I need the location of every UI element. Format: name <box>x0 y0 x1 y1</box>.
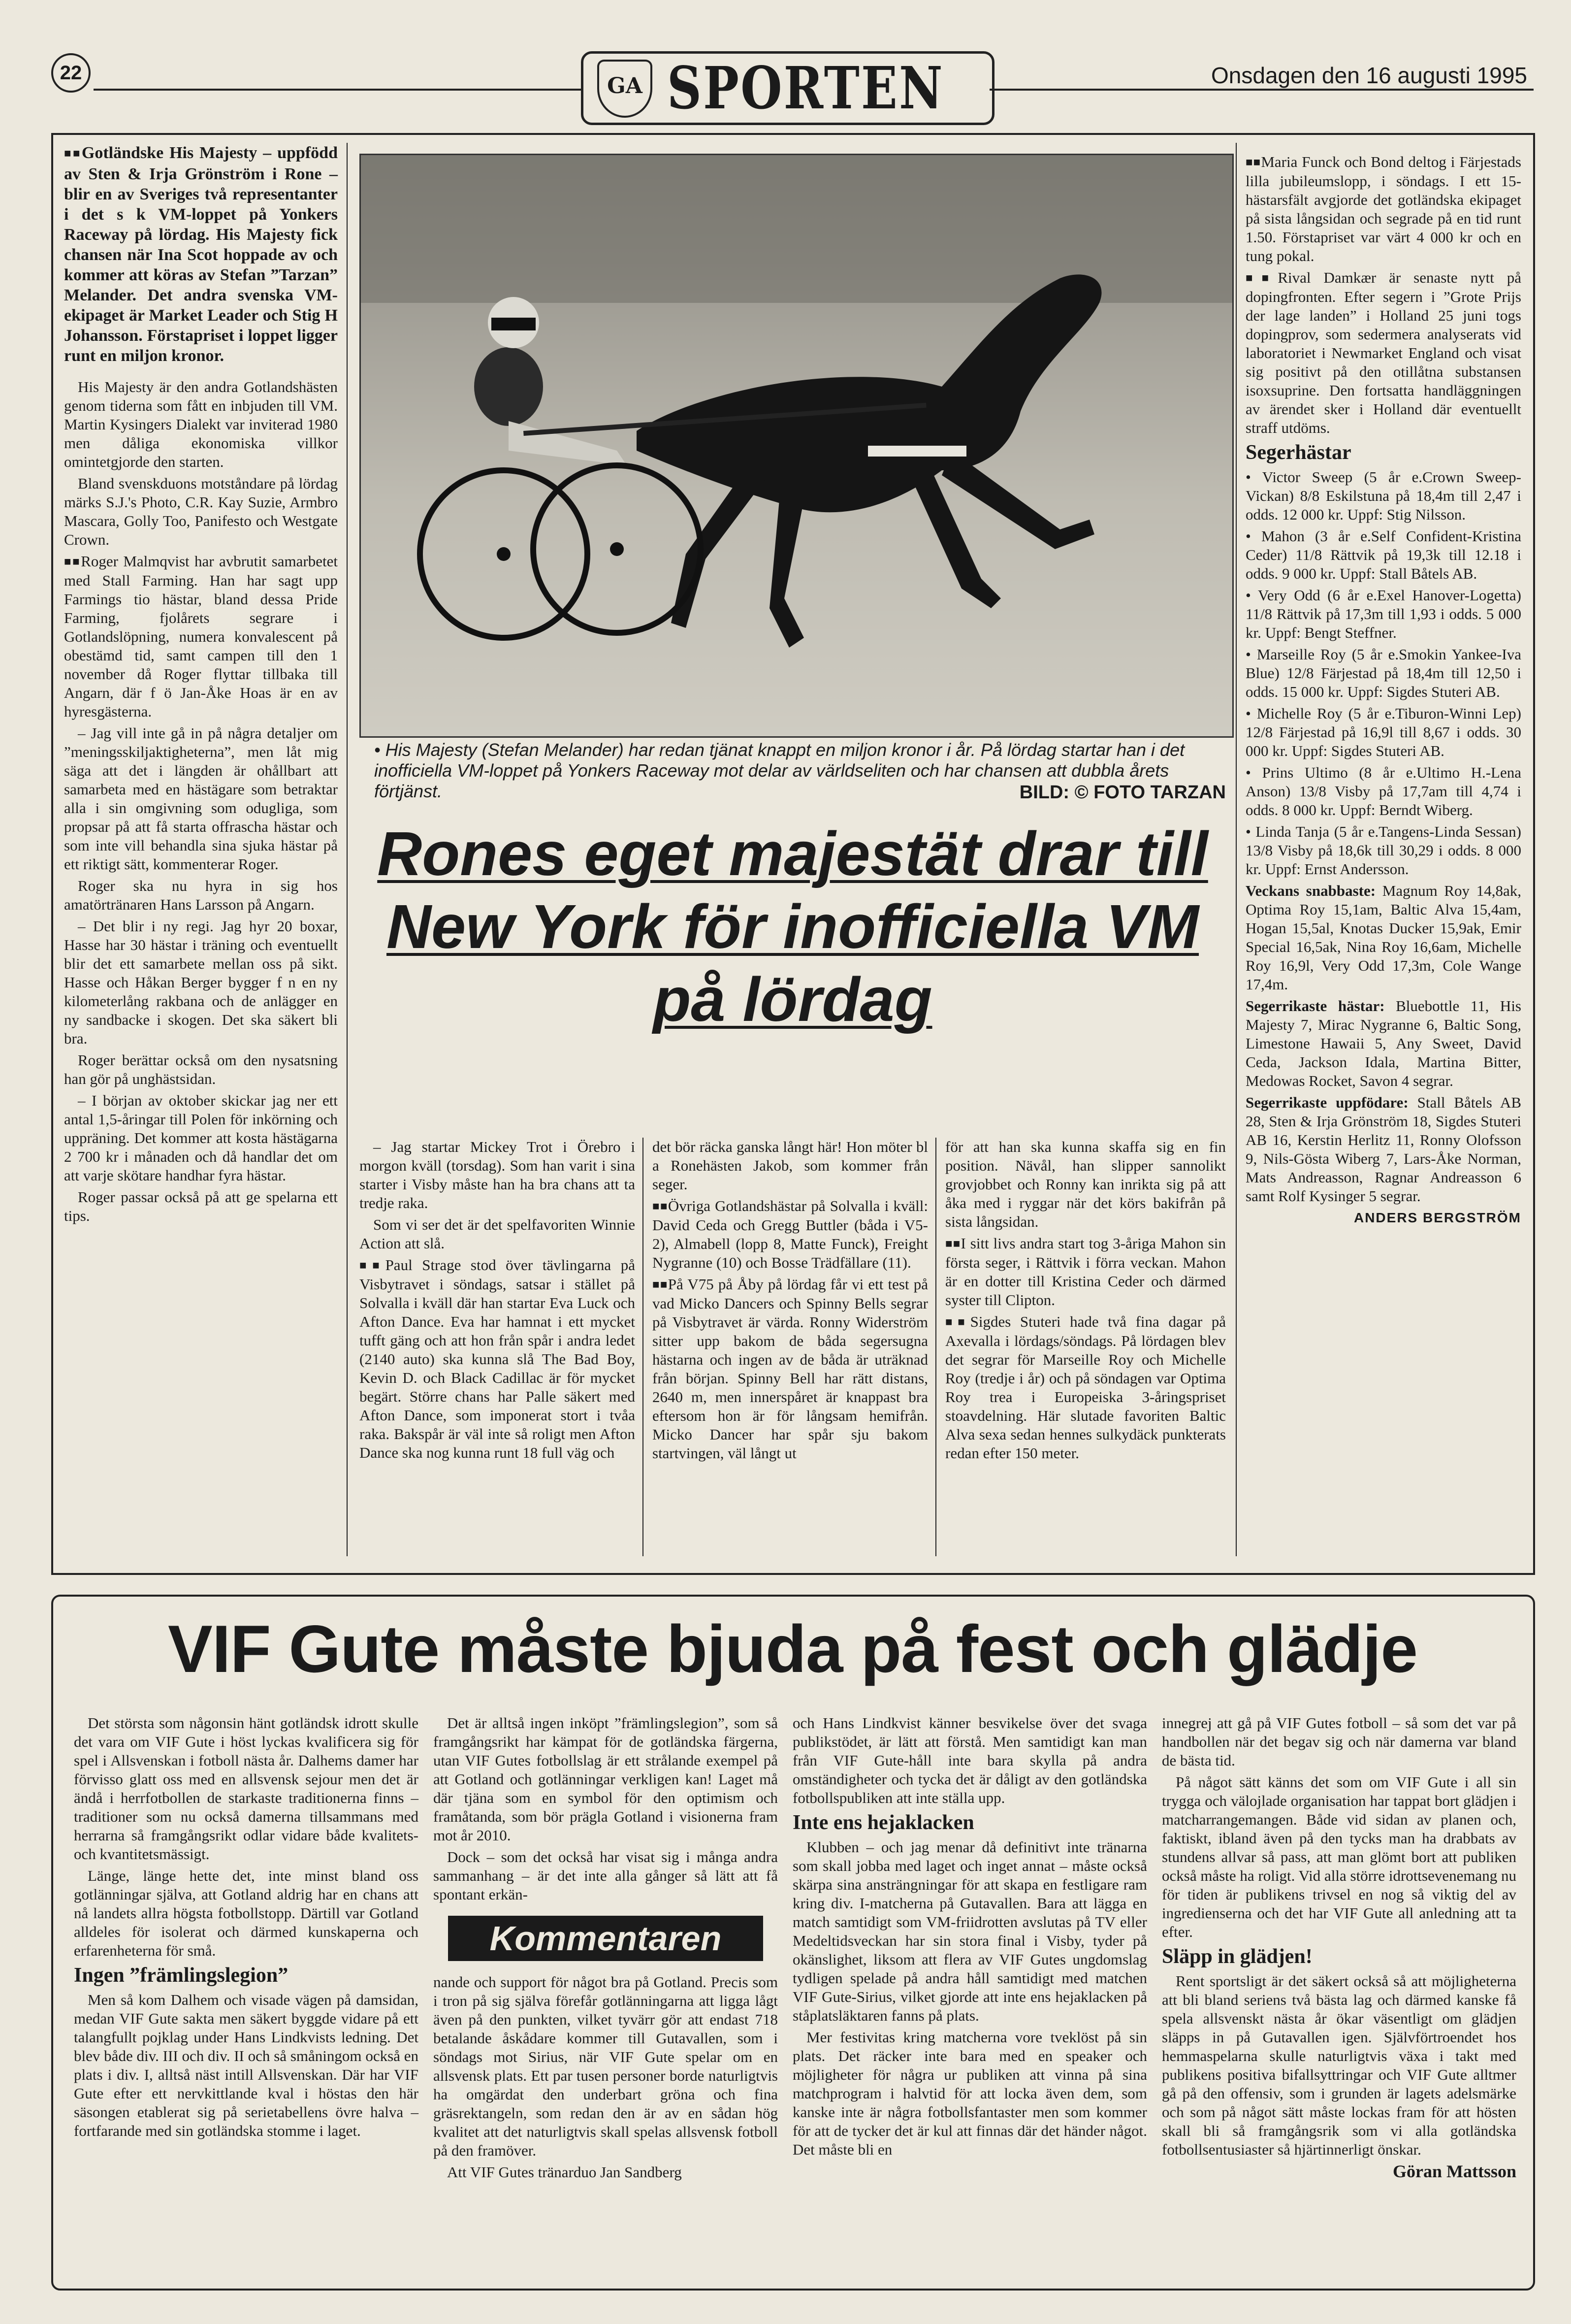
byline: Göran Mattsson <box>1393 2161 1516 2181</box>
paragraph: ■■ Paul Strage stod över tävlingarna på Visbytravet i söndags, satsar i stället på Solvalla i kväll där han startar Eva Luck och Afton Dance. Eva har hamnat i ett mycket tufft gäng och att hon från spår i andra ledet (2140 auto) ska kunna slå The Bad Boy, Kevin D. och Black Cadillac är för mycket begärt. Större chans har Palle säkert med Afton Dance, som imponerat stort i tvåa raka. Bakspår är väl inte så roligt men Afton Dance ska nog kunna runt 18 full väg och <box>359 1256 635 1462</box>
paragraph: ■■ På V75 på Åby på lördag får vi ett test på vad Micko Dancers och Spinny Bells segrar på Visbytravet är värda. Ronny Widerström sitter upp bakom de båda segersugna hästarna och ingen av de båda är uträknad från början. Spinny Bell har rätt distans, 2640 m, men innerspåret är knappast bra eftersom hon är för långsam hemifrån. Micko Dancer har spår sju bakom startvingen, väl långt ut <box>652 1275 928 1463</box>
paragraph: Dock – som det också har visat sig i många andra sammanhang – är det inte alla gånger så lätt att få spontant erkän- <box>433 1848 778 1903</box>
paragraph: nande och support för något bra på Gotland. Precis som i tron på sig själva förefår gotlänningarna att ligga lågt även på den punkten, vilket tyvärr gör att endast 718 betalande åskådare kommer till Gutavallen, som i söndags mot Sirius, när VIF Gute spelar om en allsvensk plats. Ett par tusen personer borde naturligtvis ha omgärdat den underbart gröna och fina gräsrektangeln, som redan den är av en sådan hög kvalitet att det naturligtvis skall spelas allsvensk fotboll på den framöver. <box>433 1973 778 2159</box>
paragraph: – Jag vill inte gå in på några detaljer om ”meningsskiljaktigheterna”, men låt mig säga att det i längden är ohållbart att samarbeta med en hästägare som betraktar alla i sin omgivning som odugliga, som propsar på att få starta offrascha hästar och som inte vill behandla sina sjuka hästar på ett riktigt sätt, kommenterar Roger. <box>64 724 338 873</box>
result-entry: • Mahon (3 år e.Self Confident-Kristina Ceder) 11/8 Rättvik på 19,3k till 12.18 i odds. 9 000 kr. Uppf: Stall Båtels AB. <box>1246 527 1521 582</box>
result-entry: • Prins Ultimo (8 år e.Ultimo H.-Lena Anson) 13/8 Visby på 17,7am till 4,74 i odds. 8 000 kr. Uppf: Berndt Wiberg. <box>1246 764 1522 818</box>
paragraph: – Jag startar Mickey Trot i Örebro i morgon kväll (torsdag). Som han varit i sina starter i Visby måste han ha bra chans att ta tredje raka. <box>359 1138 635 1211</box>
story2-headline: VIF Gute måste bjuda på fest och glädje <box>168 1611 1417 1686</box>
kommentaren-label: Kommentaren <box>448 1916 763 1961</box>
paragraph: ■■ Roger Malmqvist har avbrutit samarbetet med Stall Farming. Han har sagt upp Farmings tio hästar, bland dessa Pride Farming, fjolårets segrare i Gotlandslöpning, numera konvalescent på obestämd tid, samt campen till den 1 november då Roger flyttar tillbaka till Angarn, där f ö Jan-Åke Hoas är en av hyresgästerna. <box>64 552 338 721</box>
paragraph: ■■ I sitt livs andra start tog 3-åriga Mahon sin första seger, i Rättvik i förra veckan. Mahon är en dotter till Kristina Ceder och därmed syster till Clipton. <box>945 1234 1226 1309</box>
masthead-rule-left <box>94 89 581 91</box>
paragraph: Roger ska nu hyra in sig hos amatörtränaren Hans Larsson på Angarn. <box>64 877 338 913</box>
subheading: Ingen ”främlingslegion” <box>74 1964 289 1987</box>
most-wins-list: Segerrikaste hästar: Bluebottle 11, His Majesty 7, Mirac Nygranne 6, Baltic Song, Limestone Hawaii 5, Any Sweet, David Ceda, Jackson Idala, Martina Bitter, Medowas Rocket, Savon 4 segrar. <box>1246 997 1521 1089</box>
story1-column-1 <box>64 143 338 1228</box>
section-title: SPORTEN <box>667 54 944 122</box>
page-number-badge <box>51 53 91 93</box>
story1-column-3 <box>652 1138 928 1466</box>
paragraph: Rent sportsligt är det säkert också så att möjligheterna att bli bland seriens två bästa lag och därmed kanske få spela allsvenskt nästa år ökar väsentligt om glädjen släpps in på Gutavallen igen. Självförtroendet hos hemmaspelarna skulle naturligtvis växa i takt med publikens positiva bifallsyttringar och VIF Gute alltmer gå på den offensiv, som i grunden är lagets adelsmärke och som på något sätt måste lockas fram för att hösten skall bli så framgångsrik som vi alla gotländska fotbollsentusiaster så hjärtinnerligt önskar. <box>1162 1972 1516 2158</box>
paragraph: Länge, länge hette det, inte minst bland oss gotlänningar själva, att Gotland aldrig har en chans att nå landets allra högsta fotbollstopp. Därtill var Gotland alldeles för isolerat och därmed kunskaperna och erfarenheterna för små. <box>74 1867 418 1959</box>
paragraph: – I början av oktober skickar jag ner ett antal 1,5-åringar till Polen för inkörning och uppräning. Det kommer att kosta hästägarna 2 700 kr i månaden och då handlar det om att varje skötare handhar fyra hästar. <box>64 1092 338 1184</box>
paragraph: Som vi ser det är det spelfavoriten Winnie Action att slå. <box>359 1216 635 1252</box>
story1-column-5 <box>1246 153 1521 1230</box>
segerhastar-title: Segerhästar <box>1246 441 1351 464</box>
masthead-rule-right <box>990 89 1534 91</box>
story1-headline: Rones eget majestät drar till New York för inofficiella VM på lördag <box>377 819 1208 1034</box>
byline: ANDERS BERGSTRÖM <box>1353 1210 1521 1225</box>
paragraph: – Det blir i ny regi. Jag hyr 20 boxar, Hasse har 30 hästar i träning och eventuellt blir det ett samarbete mellan oss på sikt. Hasse och Håkan Berger bygger f n en ny kilometerlång rakbana och de anlägger en ny sandbacke i skogen. Det ska säkert bli bra. <box>64 917 338 1047</box>
paragraph: för att han ska kunna skaffa sig en fin position. Nävål, han slipper sannolikt grovjobbet och Ronny kan inrikta sig på att åka med i ryggar när det körs bakifrån på sista långsidan. <box>945 1138 1226 1230</box>
issue-date: Onsdagen den 16 augusti 1995 <box>1211 63 1527 88</box>
breeders-list: Segerrikaste uppfödare: Stall Båtels AB 28, Sten & Irja Grönström 18, Sigdes Stuteri AB 16, Kerstin Herlitz 11, Ronny Olofsson 9, Nils-Gösta Wiberg 7, Lars-Åke Norman, Mats Andreasson, Ragnar Andreasson 6 samt Rolf Kysinger 5 segrar. <box>1246 1094 1521 1205</box>
page-number: 22 <box>60 62 82 84</box>
section-banner <box>581 51 994 125</box>
paragraph: Men så kom Dalhem och visade vägen på damsidan, medan VIF Gute sakta men säkert byggde vidare på ett talangfullt pojklag under Hans Lindkvists ledning. Det blev både div. III och div. II och så småningom också en plats i div. I, alltså näst intill Allsvenskan. Där har VIF Gute efter ett nervkittlande kval i höstas den här säsongen etablerat sig på serietabellens övre halva – fortfarande med sin gotländska stomme i laget. <box>74 1991 418 2139</box>
paragraph: His Majesty är den andra Gotlandshästen genom tiderna som fått en inbjuden till VM. Martin Kysingers Dialekt var inviterad 1980 men dåliga ekonomiska villkor omintetgjorde den starten. <box>64 378 338 470</box>
paragraph: Bland svenskduons motståndare på lördag märks S.J.'s Photo, C.R. Kay Suzie, Armbro Mascara, Golly Too, Panifesto och Westgate Crown. <box>64 475 338 548</box>
result-entry: • Victor Sweep (5 år e.Crown Sweep-Vickan) 8/8 Eskilstuna på 18,4m till 2,47 i odds. 12 000 kr. Uppf: Stig Nilsson. <box>1246 468 1521 523</box>
paragraph: Det är alltså ingen inköpt ”främlingslegion”, som så framgångsrikt har kämpat för de gotländska färgerna, utan VIF Gutes fotbollslag är ett strålande exempel på att Gotland och gotlänningar verkligen kan! Laget må där tjäna som en symbol för den optimism och framåtanda, som bör präglа Gotland i visionerna fram mot år 2010. <box>433 1714 778 1844</box>
column-divider <box>642 1138 643 1556</box>
column-divider <box>1236 143 1237 1556</box>
story1-column-4 <box>945 1138 1226 1466</box>
horse-and-sulky-illustration <box>361 155 1232 736</box>
photo-credit: BILD: © FOTO TARZAN <box>1019 782 1226 803</box>
subheading: Släpp in glädjen! <box>1162 1945 1313 1968</box>
column-divider <box>935 1138 936 1556</box>
paragraph: ■■ Rival Damkær är senaste nytt på dopingfronten. Efter segern i ”Grote Prijs der lage landen” i Holland 25 juni togs dopingprov, som sedermera analyserats vid laboratoriet i Newmarket England och visat sig positivt på den otillåtna substansen isoxsuprine. Den fortsatta handläggningen av ärendet sker i Holland där eventuellt straff utdöms. <box>1246 268 1521 437</box>
fastest-list: Veckans snabbaste: Magnum Roy 14,8ak, Optima Roy 15,1am, Baltic Alva 15,4am, Hogan 15,5al, Knotas Ducker 15,9ak, Emir Special 16,5ak, Nina Roy 16,6am, Michelle Roy 16,9l, Very Odd 17,3m, Cole Wange 17,4m. <box>1246 882 1521 993</box>
result-entry: • Michelle Roy (5 år e.Tiburon-Winni Lep) 12/8 Färjestad på 16,9l till 8,67 i odds. 30 000 kr. Uppf: Sigdes Stuteri AB. <box>1246 705 1521 759</box>
harness-racing-photo <box>359 154 1234 738</box>
paragraph: Roger berättar också om den nysatsning han gör på unghästsidan. <box>64 1051 338 1087</box>
paragraph: innegrej att gå på VIF Gutes fotboll – så som det var på handbollen när det begav sig och när damerna var bland de bästa tid. <box>1162 1714 1516 1769</box>
column-divider <box>347 143 348 1556</box>
story2-column-3 <box>793 1714 1147 2162</box>
result-entry: • Very Odd (6 år e.Exel Hanover-Logetta) 11/8 Rättvik på 17,3m till 1,93 i odds. 5 000 kr. Uppf: Bengt Steffner. <box>1246 587 1521 641</box>
paragraph: och Hans Lindkvist känner besvikelse över det svaga publikstödet, är lätt att förstå. Men samtidigt kan man från VIF Gute-håll inte bara skylla på andra omständigheter och tycka det är dåligt av den gotländska fotbollspubliken att inte ställa upp. <box>793 1714 1147 1806</box>
story2-column-2 <box>433 1714 778 2185</box>
paragraph: Klubben – och jag menar då definitivt inte tränarna som skall jobba med laget och inget annat – måste också skärpa sina ansträngningar för att skapa en festligare ram kring div. I-matcherna på Gutavallen. Bara att lägga en match samtidigt som VM-friidrotten avslutas på TV eller Medeltidsveckan har sin stora final i Visby, tyder på okänslighet, liksom att flera av VIF Gutes ungdomslag tydligen spelade på andra håll samtidigt med matchen VIF Gute-Sirius, vilket gjorde att inte ens hejaklacken på ståplatsläktaren fanns på plats. <box>793 1838 1147 2024</box>
ga-logo: GA <box>597 60 652 118</box>
subheading: Inte ens hejaklacken <box>793 1811 974 1834</box>
paragraph: På något sätt känns det som om VIF Gute i all sin trygga och välojlade organisation har tappat bort glädjen i matcharrangemangen. Både vid sidan av planen och, faktiskt, ibland även på den tycks man ha drabbats av stundens allvar så pass, att man glömt bort att publiken också måste ha roligt. Vid alla större idrottsevenemang nu för tiden är publikens trivsel en nog så viktig del av ingredienserna och det har VIF Gute all anledning att ta efter. <box>1162 1773 1516 1940</box>
paragraph: Att VIF Gutes tränarduo Jan Sandberg <box>447 2163 682 2181</box>
paragraph: ■■ Maria Funck och Bond deltog i Färjestads lilla jubileumslopp, i söndags. I ett 15-hästarsfält avgjorde det gotländska ekipaget på sista långsidan och segrade på en tid runt 1.50. Förstapriset var värt 4 000 kr och en tung pokal. <box>1246 153 1521 265</box>
paragraph: Det största som någonsin hänt gotländsk idrott skulle det vara om VIF Gute i höst lyckas kvalificera sig för spel i Allsvenskan i fotboll nästa år. Dalhems damer har förvisso glatt oss med en allsvensk sejour men det är ändå i herrfotbollen de starkaste traditionerna finns – traditioner som nu också damerna tillsammans med herrarna så framgångsrikt odlar vidare både kvalitets- och kvantitetsmässigt. <box>74 1714 418 1863</box>
result-entry: • Marseille Roy (5 år e.Smokin Yankee-Iva Blue) 12/8 Färjestad på 18,4m till 12,50 i odds. 15 000 kr. Uppf: Sigdes Stuteri AB. <box>1246 646 1521 700</box>
result-entry: • Linda Tanja (5 år e.Tangens-Linda Sessan) 13/8 Visby på 18,6k till 30,29 i odds. 8 000 kr. Uppf: Ernst Andersson. <box>1246 823 1521 878</box>
photo-caption: • His Majesty (Stefan Melander) har redan tjänat knappt en miljon kronor i år. På lördag startar han i det inofficiella VM-loppet på Yonkers Raceway mot delar av världseliten och har chansen att dubbla årets förtjänst. <box>374 740 1185 801</box>
paragraph: det bör räcka ganska långt här! Hon möter bl a Ronehästen Jakob, som kommer från seger. <box>652 1138 928 1193</box>
paragraph: Roger passar också på att ge spelarna ett tips. <box>64 1188 338 1224</box>
story1-lead: ■■ Gotländske His Majesty – uppfödd av Sten & Irja Grönström i Rone – blir en av Sveriges två representanter i det s k VM-loppet på Yonkers Raceway på lördag. His Majesty fick chansen när Ina Scot hoppade av och kommer att köras av Stefan ”Tarzan” Melander. Det andra svenska VM-ekipaget är Market Leader och Stig H Johansson. Förstapriset i loppet ligger runt en miljon kronor. <box>64 143 338 366</box>
story2-column-1 <box>74 1714 418 2143</box>
paragraph: Mer festivitas kring matcherna vore tveklöst på sin plats. Det räcker inte bara med en speaker och möjligheter för några ur publiken att vinna på sina matchprogram i halvtid för att locka även dem, som kanske inte är några fotbollsfantaster men som kommer för att de tycker det är kul att finnas där det händer något. Det måste bli en <box>793 2029 1147 2158</box>
paragraph: ■■ Övriga Gotlandshästar på Solvalla i kväll: David Ceda och Gregg Buttler (båda i V5-2), Almabell (lopp 8, Matte Funck), Freight Nygranne (10) och Bosse Trädfällare (11). <box>652 1197 928 1272</box>
story2-column-4 <box>1162 1714 1516 2184</box>
story1-column-2 <box>359 1138 635 1465</box>
paragraph: ■■ Sigdes Stuteri hade två fina dagar på Axevalla i lördags/söndags. På lördagen blev det segrar för Marseille Roy och Michelle Roy (tredje i år) och på söndagen var Optima Roy trea i Europeiska 3-åringspriset stoavdelning. Här slutade favoriten Baltic Alva sexa sedan hennes sulkydäck punkterats redan efter 150 meter. <box>945 1312 1226 1463</box>
